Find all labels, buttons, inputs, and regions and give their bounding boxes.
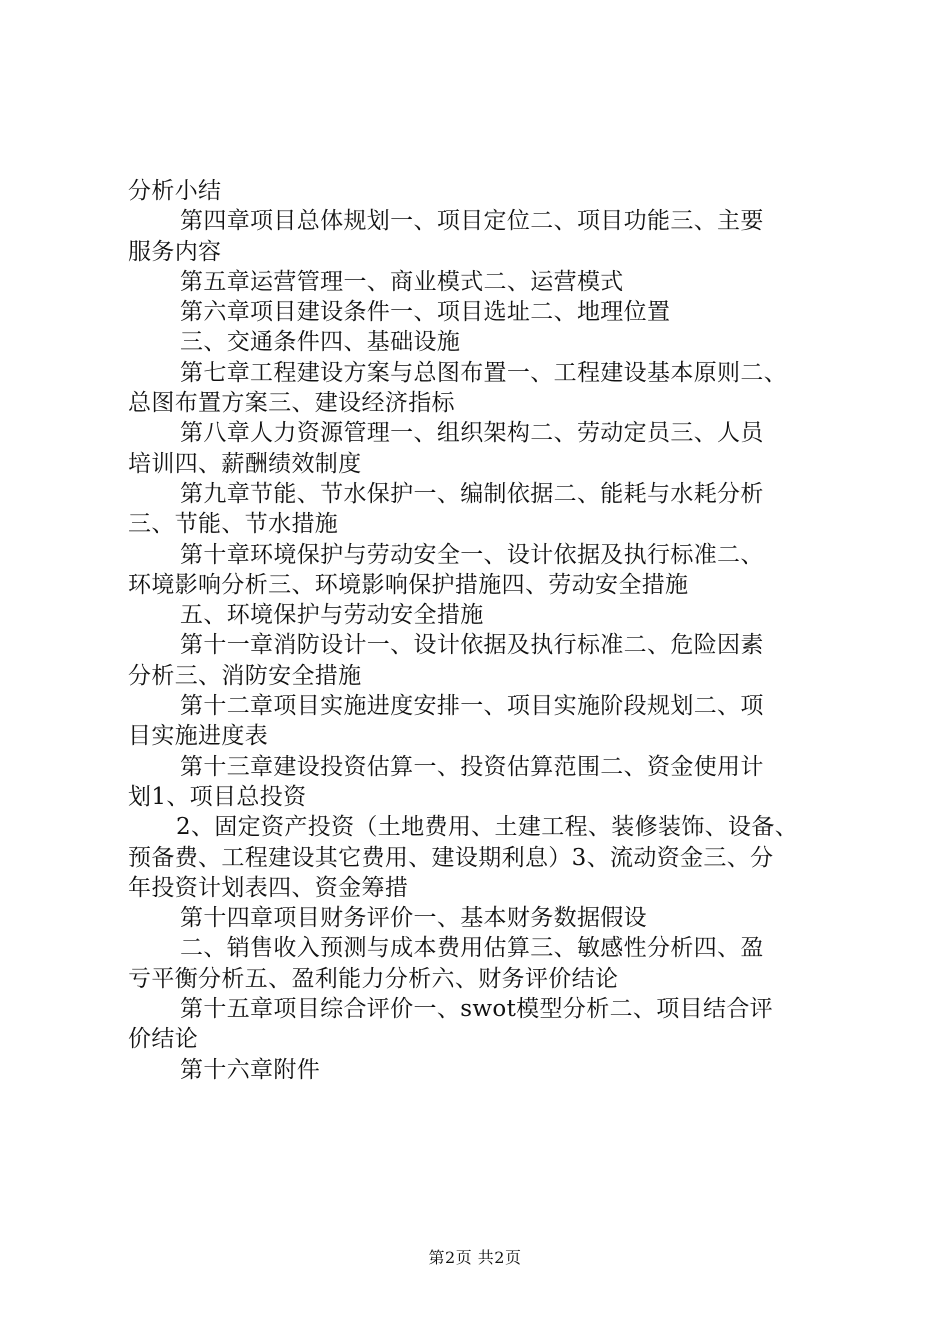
text-line: 五、环境保护与劳动安全措施 [180, 602, 484, 629]
paragraph [128, 418, 840, 479]
text-line: 预备费、工程建设其它费用、建设期利息）3、流动资金三、分 [128, 844, 774, 871]
text-line: 第六章项目建设条件一、项目选址二、地理位置 [180, 299, 671, 326]
paragraph [128, 812, 840, 903]
text-line: 第十五章项目综合评价一、swot模型分析二、项目结合评 [180, 996, 774, 1023]
text-line: 第十二章项目实施进度安排一、项目实施阶段规划二、项 [180, 693, 764, 720]
paragraph [128, 479, 840, 540]
paragraph [128, 691, 840, 752]
text-line: 培训四、薪酬绩效制度 [128, 450, 362, 477]
page-footer: 第2页 共2页 [428, 1248, 522, 1267]
text-line: 第十六章附件 [180, 1056, 321, 1083]
text-line: 三、交通条件四、基础设施 [180, 329, 461, 356]
text-line: 年投资计划表四、资金筹措 [128, 874, 409, 901]
paragraph [128, 327, 840, 357]
text-line: 第十一章消防设计一、设计依据及执行标准二、危险因素 [180, 632, 764, 659]
text-line: 三、节能、节水措施 [128, 511, 339, 538]
text-line: 目实施进度表 [128, 723, 269, 750]
paragraph [128, 994, 840, 1055]
text-line: 总图布置方案三、建设经济指标 [128, 390, 455, 417]
text-line: 2、固定资产投资（土地费用、土建工程、装修装饰、设备、 [176, 814, 799, 841]
paragraph [128, 933, 840, 994]
text-line: 第九章节能、节水保护一、编制依据二、能耗与水耗分析 [180, 480, 764, 507]
paragraph [128, 600, 840, 630]
paragraph [128, 630, 840, 691]
paragraph [128, 752, 840, 813]
text-line: 第五章运营管理一、商业模式二、运营模式 [180, 268, 624, 295]
text-line: 二、销售收入预测与成本费用估算三、敏感性分析四、盈 [180, 935, 764, 962]
text-line: 亏平衡分析五、盈利能力分析六、财务评价结论 [128, 965, 619, 992]
text-line: 分析小结 [128, 178, 222, 204]
text-line: 第十四章项目财务评价一、基本财务数据假设 [180, 905, 647, 932]
text-line: 第八章人力资源管理一、组织架构二、劳动定员三、人员 [180, 420, 764, 447]
text-line: 第十章环境保护与劳动安全一、设计依据及执行标准二、 [180, 541, 764, 568]
paragraph [128, 358, 840, 419]
text-line: 第四章项目总体规划一、项目定位二、项目功能三、主要 [180, 208, 764, 235]
paragraph [128, 206, 840, 267]
text-line: 第十三章建设投资估算一、投资估算范围二、资金使用计 [180, 753, 764, 780]
paragraph [128, 176, 840, 206]
text-line: 价结论 [128, 1026, 199, 1053]
text-line: 第七章工程建设方案与总图布置一、工程建设基本原则二、 [180, 359, 788, 386]
text-line: 划1、项目总投资 [128, 783, 307, 810]
text-line: 服务内容 [128, 238, 222, 265]
paragraph [128, 267, 840, 297]
paragraph [128, 540, 840, 601]
paragraph [128, 297, 840, 327]
text-line: 环境影响分析三、环境影响保护措施四、劳动安全措施 [128, 571, 689, 598]
paragraph [128, 903, 840, 933]
paragraph [128, 1055, 840, 1085]
text-line: 分析三、消防安全措施 [128, 662, 362, 689]
document-body [128, 176, 840, 1085]
